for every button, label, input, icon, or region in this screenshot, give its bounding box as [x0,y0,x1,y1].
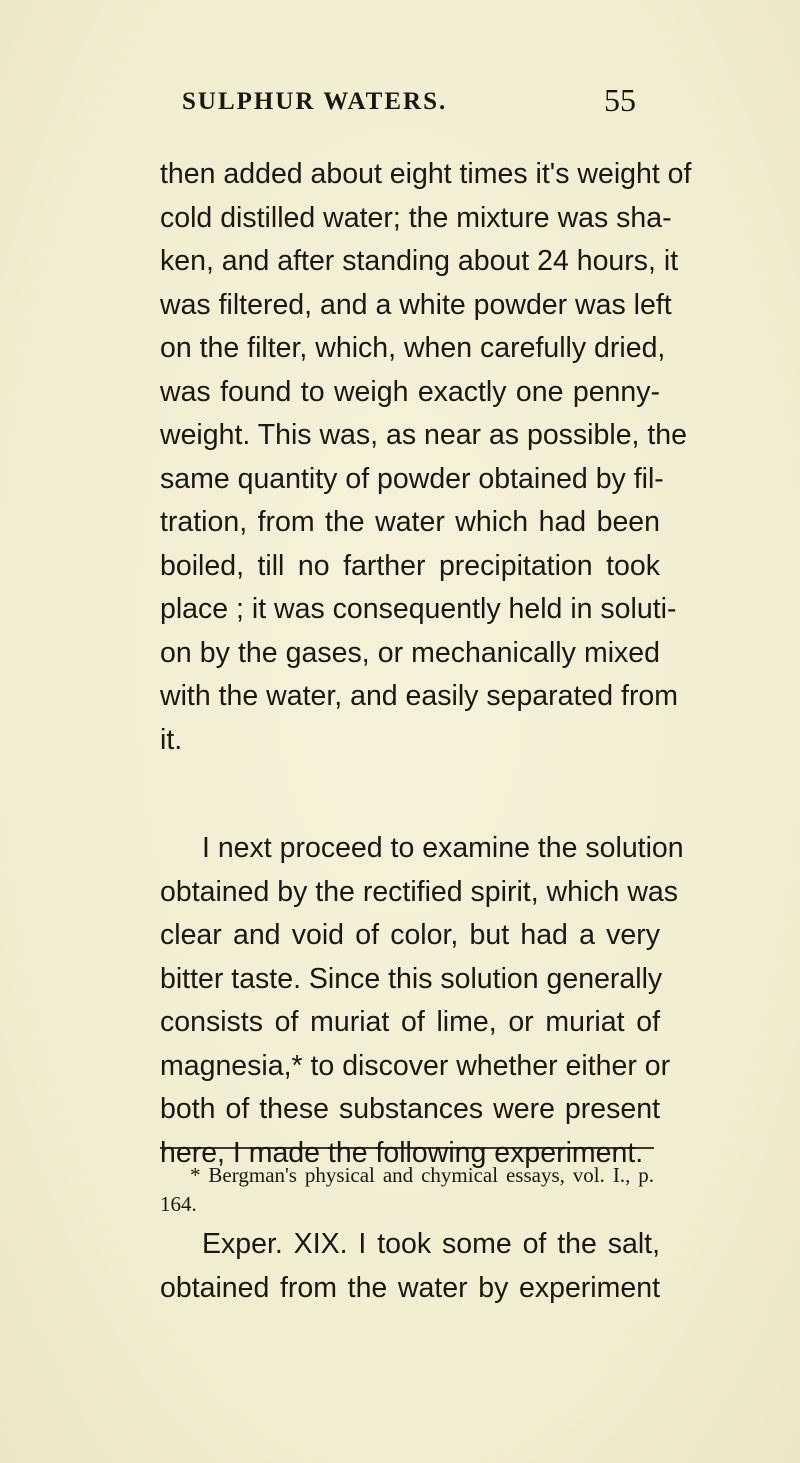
text-line: with the water, and easily separated from [160,680,679,712]
running-head: SULPHUR WATERS. [182,88,448,115]
text-line: place ; it was consequently held in soluti- [160,593,677,625]
text-line: then added about eight times it's weight of [160,158,692,190]
text-line: it. [160,723,183,756]
text-line: weight. This was, as near as possible, the [160,419,687,451]
text-line: both of these substances were present [160,1093,660,1125]
paragraph [160,153,692,762]
paragraph-gap [160,762,660,827]
text-line: clear and void of color, but had a very [160,919,660,951]
text-line: obtained from the water by experiment [160,1271,660,1304]
footnote-line: * Bergman's physical and chymical essays, vol. I., p. [190,1163,654,1187]
text-line: cold distilled water; the mixture was sha- [160,201,672,234]
text-line: obtained by the rectified spirit, which was [160,875,679,908]
page-number: 55 [604,82,636,118]
text-line: here, I made the following experiment. [160,1136,644,1169]
body-text [160,153,692,1310]
text-line: on by the gases, or mechanically mixed [160,636,660,669]
text-line: ken, and after standing about 24 hours, it [160,245,679,277]
paragraph [160,827,684,1175]
footnote-rule [160,1147,654,1149]
text-line: was filtered, and a white powder was left [160,288,672,321]
text-line: boiled, till no farther precipitation took [160,549,660,582]
paragraph [160,1223,660,1310]
text-line: same quantity of powder obtained by fil- [160,462,664,495]
text-line: bitter taste. Since this solution generally [160,962,663,995]
text-line: tration, from the water which had been [160,506,660,538]
text-line: magnesia,* to discover whether either or [160,1049,671,1082]
text-line: I next proceed to examine the solution [202,832,684,864]
footnote [160,1161,654,1219]
text-line: was found to weigh exactly one penny- [160,375,660,408]
text-line: consists of muriat of lime, or muriat of [160,1006,660,1038]
text-line: Exper. XIX. I took some of the salt, [202,1228,660,1260]
text-line: on the filter, which, when carefully dried, [160,332,666,364]
footnote-line: 164. [160,1192,197,1216]
